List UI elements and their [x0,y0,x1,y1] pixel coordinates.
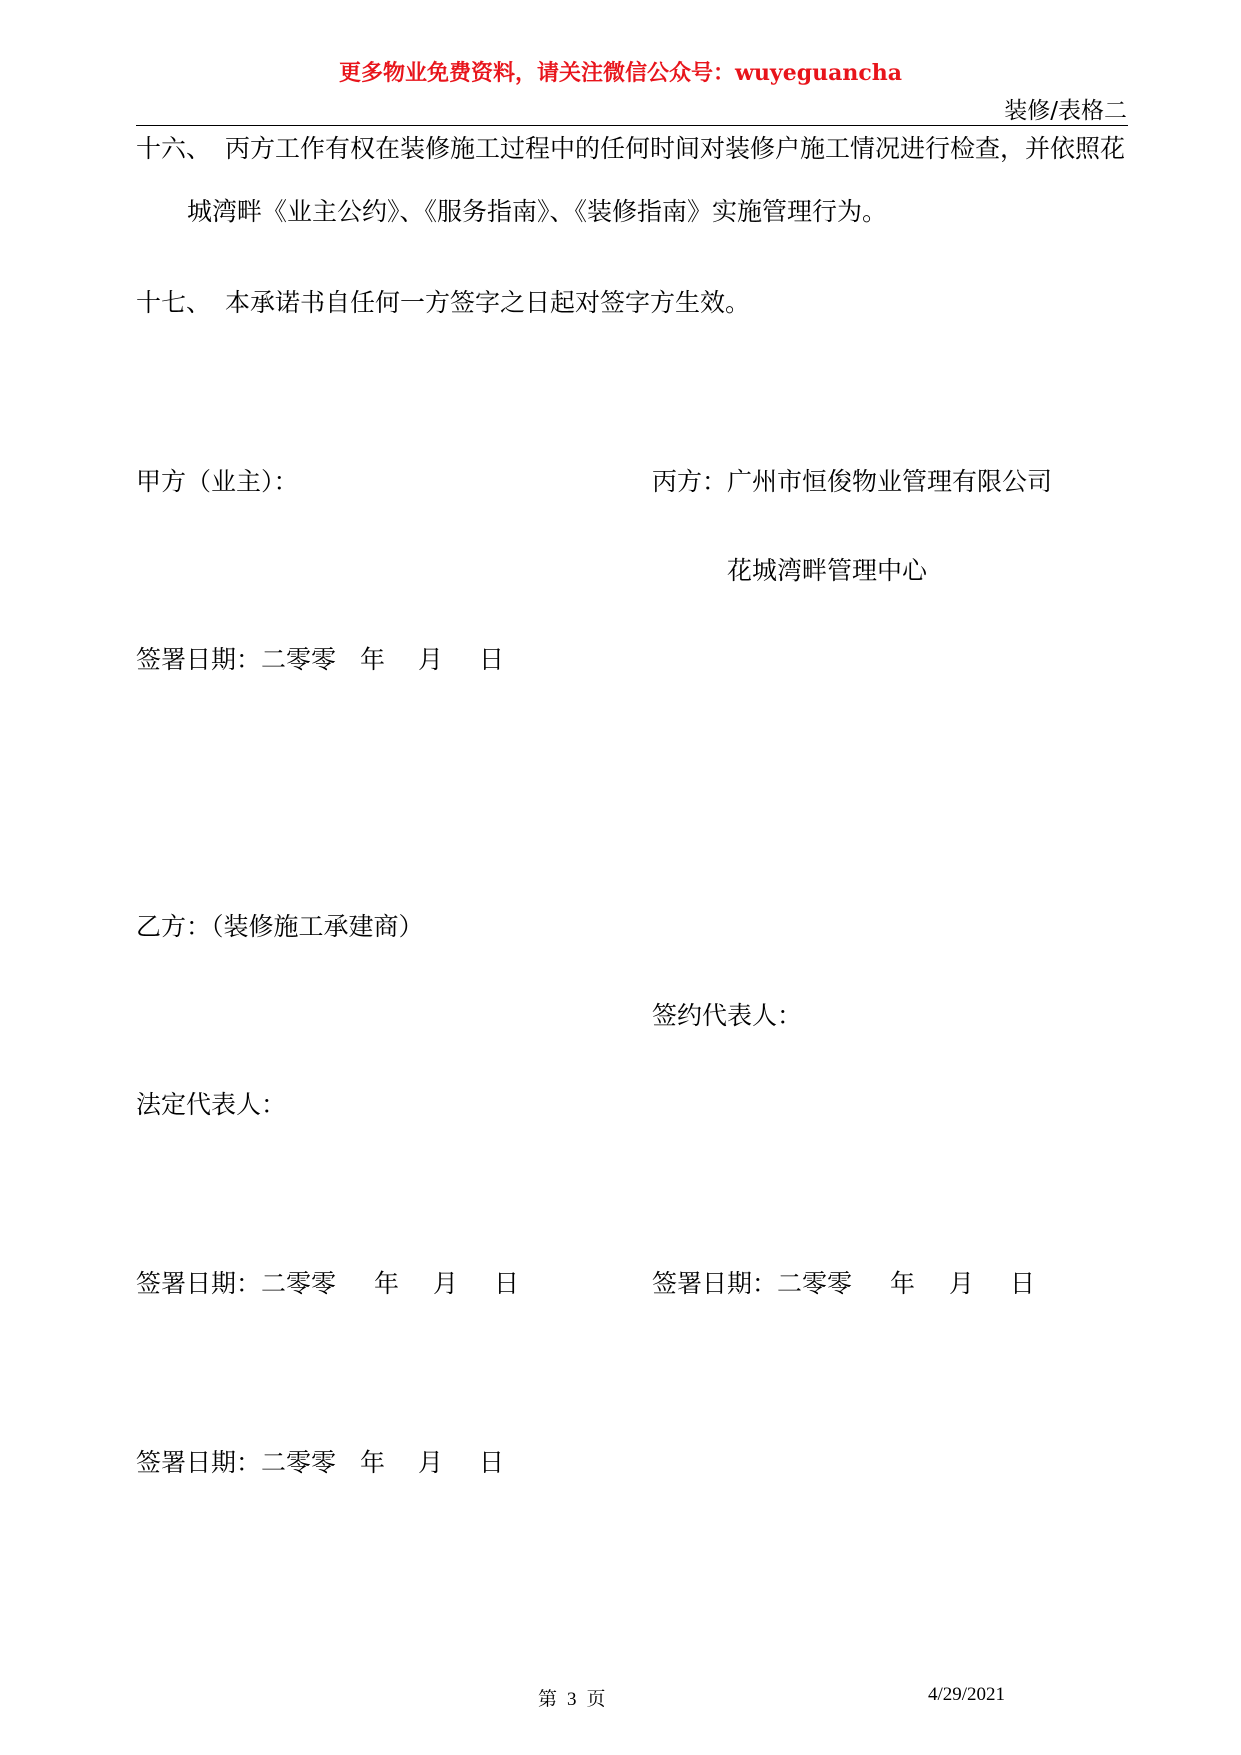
party-c-label [652,467,1052,497]
date-month-label: 月 [418,1448,444,1477]
promo-banner: 更多物业免费资料，请关注微信公众号：wuyeguancha [339,60,902,86]
party-b-label-text: 乙方： [136,912,212,941]
date-day-label: 日 [494,1269,520,1298]
date-prefix: 签署日期：二零零 [136,1269,337,1298]
date-month-label: 月 [418,645,444,674]
page-prefix: 第 [538,1689,558,1710]
page-number [538,1684,606,1711]
party-b-role: （装修施工承建商） [211,912,424,941]
extra-sign-date [136,1448,504,1478]
party-c-label-text: 丙方： [652,467,728,496]
date-year-label: 年 [360,645,386,674]
date-prefix: 签署日期：二零零 [136,1448,337,1477]
form-label: 装修/表格二 [1004,98,1127,124]
party-c-sign-date [652,1269,1035,1299]
party-b-legal-rep: 法定代表人： [136,1090,287,1119]
clause-16-number: 十六、 [136,134,212,163]
party-b-sign-date [136,1269,519,1299]
footer-date: 4/29/2021 [928,1684,1006,1705]
party-a-sign-date [136,645,504,675]
date-year-label: 年 [374,1269,400,1298]
date-day-label: 日 [479,645,505,674]
date-day-label: 日 [479,1448,505,1477]
date-year-label: 年 [360,1448,386,1477]
party-b-label [136,912,424,942]
page-suffix: 页 [586,1689,606,1710]
clause-16-line1: 丙方工作有权在装修施工过程中的任何时间对装修户施工情况进行检查，并依照花 [225,134,1126,163]
page-number-value: 3 [567,1689,577,1710]
date-day-label: 日 [1010,1269,1036,1298]
date-month-label: 月 [949,1269,975,1298]
date-year-label: 年 [890,1269,916,1298]
clause-16-line2: 城湾畔《业主公约》、《服务指南》、《装修指南》实施管理行为。 [187,197,888,226]
header-divider [136,125,1128,126]
party-a-label: 甲方（业主）： [136,467,299,496]
party-c-company: 广州市恒俊物业管理有限公司 [727,467,1053,496]
clause-17-line1: 本承诺书自任何一方签字之日起对签字方生效。 [225,288,751,317]
date-prefix: 签署日期：二零零 [652,1269,853,1298]
clause-17-number: 十七、 [136,288,212,317]
party-c-department: 花城湾畔管理中心 [727,556,928,585]
party-c-signatory: 签约代表人： [652,1001,803,1030]
date-prefix: 签署日期：二零零 [136,645,337,674]
date-month-label: 月 [433,1269,459,1298]
